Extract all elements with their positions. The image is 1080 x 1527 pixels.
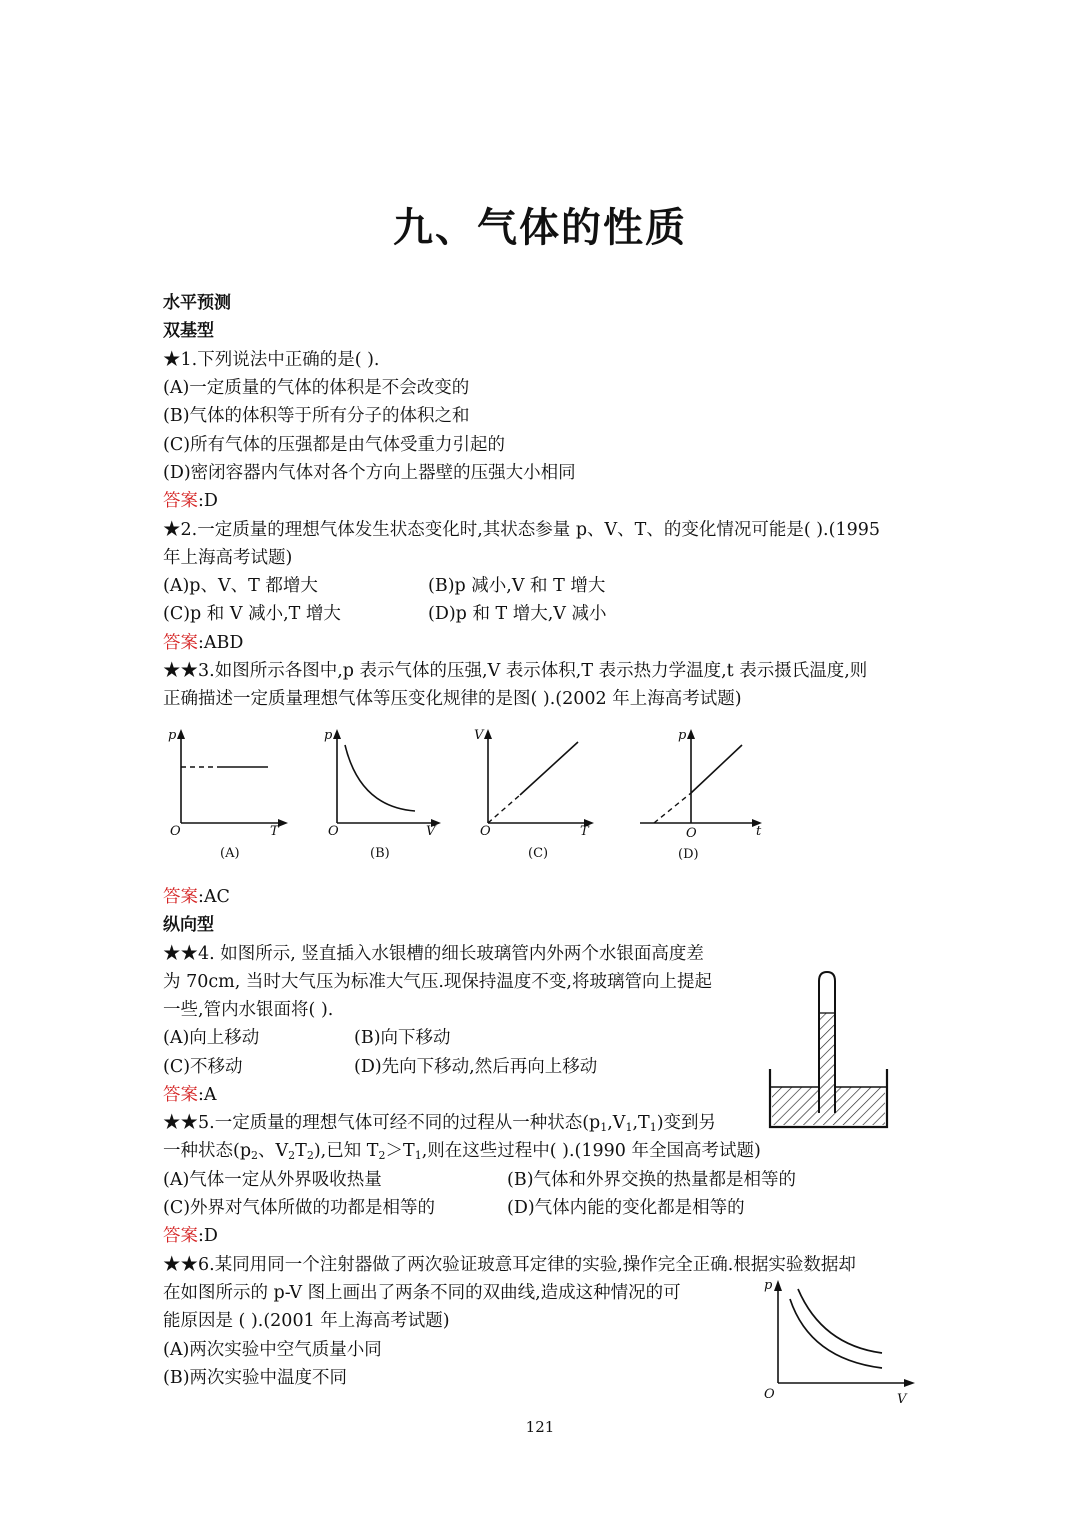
answer — [163, 487, 218, 515]
question-stem: ★★4. 如图所示, 竖直插入水银槽的细长玻璃管内外两个水银面高度差 — [163, 944, 704, 964]
question-stem: 正确描述一定质量理想气体等压变化规律的是图( ).(2002 年上海高考试题) — [163, 689, 742, 709]
question-stem: ★★3.如图所示各图中,p 表示气体的压强,V 表示体积,T 表示热力学温度,t 表示摄氏温度,则 — [163, 661, 868, 681]
question-stem: ★2.一定质量的理想气体发生状态变化时,其状态参量 p、V、T、的变化情况可能是( ).(1995 — [163, 520, 880, 540]
graph-caption: (B) — [370, 846, 390, 861]
option-d: (D)先向下移动,然后再向上移动 — [354, 1057, 598, 1077]
subscript: 2 — [306, 1149, 314, 1162]
subscript: 2 — [288, 1149, 296, 1162]
option-a: (A)气体一定从外界吸收热量 — [163, 1170, 382, 1190]
graph-a — [168, 728, 288, 861]
text: )变到另 — [656, 1113, 717, 1133]
text: ,V — [607, 1113, 626, 1133]
answer — [163, 1081, 217, 1109]
pv-graph — [760, 1275, 920, 1413]
graph-b — [324, 728, 441, 861]
q3-graphs — [160, 725, 800, 870]
option-d: (D)p 和 T 增大,V 减小 — [428, 604, 607, 624]
text: ＞T — [385, 1141, 415, 1161]
option-a: (A)向上移动 — [163, 1028, 260, 1048]
x-axis-label: T — [580, 824, 589, 839]
x-axis-label: V — [426, 824, 436, 839]
origin-label: O — [764, 1387, 775, 1402]
origin-label: O — [328, 824, 339, 839]
graph-d — [640, 728, 762, 862]
subscript: 1 — [414, 1149, 422, 1162]
text: T — [295, 1141, 307, 1161]
y-axis-label: p — [168, 728, 177, 743]
y-axis-label: V — [474, 728, 484, 743]
question-stem: 能原因是 ( ).(2001 年上海高考试题) — [163, 1311, 450, 1331]
answer-label: 答案 — [163, 1085, 198, 1105]
mercury-tube-figure — [765, 965, 895, 1140]
y-axis-label: p — [764, 1278, 773, 1293]
text: 一种状态(p — [163, 1141, 252, 1161]
y-axis-label: p — [678, 728, 687, 743]
origin-label: O — [686, 826, 697, 841]
answer-label: 答案 — [163, 491, 198, 511]
option-b: (B)p 减小,V 和 T 增大 — [428, 576, 606, 596]
option-b: (B)两次实验中温度不同 — [163, 1368, 348, 1388]
question-stem: 在如图所示的 p-V 图上画出了两条不同的双曲线,造成这种情况的可 — [163, 1283, 681, 1303]
option-a: (A)两次实验中空气质量小同 — [163, 1340, 382, 1360]
subscript: 2 — [251, 1149, 259, 1162]
graph-c — [474, 728, 594, 861]
option-b: (B)向下移动 — [354, 1028, 451, 1048]
x-axis-label: T — [270, 824, 279, 839]
text: ★★5.一定质量的理想气体可经不同的过程从一种状态(p — [163, 1113, 601, 1133]
answer-label: 答案 — [163, 1226, 198, 1246]
text: ,则在这些过程中( ).(1990 年全国高考试题) — [421, 1141, 761, 1161]
graph-caption: (A) — [220, 846, 240, 861]
section-heading: 水平预测 — [163, 293, 231, 313]
answer-label: 答案 — [163, 633, 198, 653]
option-d: (D)密闭容器内气体对各个方向上器壁的压强大小相同 — [163, 463, 576, 483]
answer-label: 答案 — [163, 887, 198, 907]
option-b: (B)气体和外界交换的热量都是相等的 — [507, 1170, 797, 1190]
page-number: 121 — [525, 1418, 555, 1436]
page-title: 九、气体的性质 — [393, 205, 687, 251]
question-stem: 为 70cm, 当时大气压为标准大气压.现保持温度不变,将玻璃管向上提起 — [163, 972, 712, 992]
option-a: (A)p、V、T 都增大 — [163, 576, 318, 596]
option-a: (A)一定质量的气体的体积是不会改变的 — [163, 378, 470, 398]
graph-caption: (D) — [678, 847, 699, 862]
subscript: 1 — [625, 1121, 633, 1134]
section-heading: 纵向型 — [163, 915, 214, 935]
answer-value: :AC — [198, 887, 230, 907]
answer — [163, 1222, 218, 1250]
question-stem: ★★6.某同用同一个注射器做了两次验证玻意耳定律的实验,操作完全正确.根据实验数据却 — [163, 1255, 856, 1275]
option-c: (C)所有气体的压强都是由气体受重力引起的 — [163, 435, 506, 455]
option-c: (C)不移动 — [163, 1057, 243, 1077]
question-stem: 年上海高考试题) — [163, 548, 293, 568]
question-stem: ★1.下列说法中正确的是( ). — [163, 350, 380, 370]
option-c: (C)p 和 V 减小,T 增大 — [163, 604, 341, 624]
question-stem: 一些,管内水银面将( ). — [163, 1000, 334, 1020]
answer-value: :ABD — [198, 633, 244, 653]
answer-value: :D — [198, 491, 218, 511]
x-axis-label: V — [897, 1392, 907, 1407]
answer — [163, 629, 243, 657]
text: ),已知 T — [313, 1141, 379, 1161]
answer-value: :A — [198, 1085, 217, 1105]
option-c: (C)外界对气体所做的功都是相等的 — [163, 1198, 436, 1218]
subscript: 1 — [600, 1121, 608, 1134]
option-b: (B)气体的体积等于所有分子的体积之和 — [163, 406, 470, 426]
answer-value: :D — [198, 1226, 218, 1246]
x-axis-label: t — [756, 824, 762, 839]
answer — [163, 883, 230, 911]
subscript: 2 — [378, 1149, 386, 1162]
option-d: (D)气体内能的变化都是相等的 — [507, 1198, 745, 1218]
text: ,T — [632, 1113, 650, 1133]
origin-label: O — [480, 824, 491, 839]
text: 、V — [258, 1141, 289, 1161]
graph-caption: (C) — [528, 846, 549, 861]
section-heading: 双基型 — [163, 321, 214, 341]
subscript: 1 — [649, 1121, 657, 1134]
y-axis-label: p — [324, 728, 333, 743]
origin-label: O — [170, 824, 181, 839]
